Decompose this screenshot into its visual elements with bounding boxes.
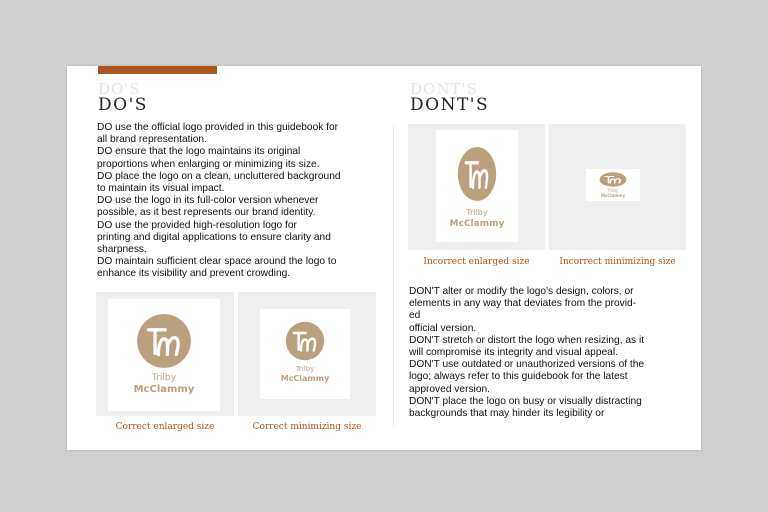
logo-name-first: Trilby [295, 365, 315, 373]
logo-card [108, 299, 220, 411]
column-divider [393, 126, 394, 426]
accent-bar [98, 66, 217, 74]
dos-text [97, 122, 387, 281]
logo-name-last: McClammy [449, 219, 505, 229]
logo-mark-icon [136, 313, 192, 369]
dos-line: DO maintain sufficient clear space around the logo to [97, 256, 337, 268]
donts-line: ed [409, 310, 421, 322]
donts-line: DON'T stretch or distort the logo when resizing, as it [409, 334, 645, 346]
dos-line: all brand representation. [97, 134, 207, 146]
logo-card [260, 309, 350, 399]
logo-card [586, 169, 640, 201]
donts-line: approved version. [409, 383, 490, 395]
correct-minimizing-caption: Correct minimizing size [252, 422, 362, 432]
incorrect-enlarged-caption: Incorrect enlarged size [423, 257, 530, 267]
dos-line: enhance its visibility and prevent crowding. [97, 268, 291, 280]
logo-mark-icon [457, 146, 497, 202]
donts-line: DON'T alter or modify the logo's design, colors, or [409, 286, 634, 297]
donts-line: DON'T place the logo on busy or visually distracting [409, 395, 642, 407]
logo-name-last: McClammy [600, 193, 626, 198]
dos-line: to maintain its visual impact. [97, 183, 225, 195]
logo-name-last: McClammy [280, 374, 330, 383]
incorrect-minimizing-panel [549, 124, 686, 250]
logo-name-first: Trilby [152, 373, 176, 383]
donts-line: will compromise its integrity and visual appeal. [409, 347, 618, 359]
dos-line: DO use the provided high-resolution logo for [97, 219, 297, 231]
correct-enlarged-caption: Correct enlarged size [115, 422, 215, 432]
logo-mark-icon [599, 172, 627, 187]
logo-name-first: Trilby [466, 208, 488, 217]
dos-line: DO use the official logo provided in this guidebook for [97, 122, 339, 133]
incorrect-minimizing-caption: Incorrect minimizing size [559, 257, 676, 267]
logo-name-first: Trilby [607, 188, 619, 193]
donts-line: elements in any way that deviates from the provid- [409, 298, 637, 310]
dos-title: DO'S [98, 95, 148, 115]
donts-text [409, 286, 694, 420]
dos-line: DO place the logo on a clean, uncluttered background [97, 170, 341, 182]
logo-name-last: McClammy [133, 384, 195, 395]
logo-mark-icon [285, 321, 325, 361]
dos-ghost-title: DO'S [98, 80, 141, 98]
donts-line: backgrounds that may hinder its legibility or [409, 408, 605, 420]
dos-line: proportions when enlarging or minimizing its size. [97, 158, 320, 170]
correct-minimizing-panel [238, 292, 376, 416]
dos-line: possible, as it best represents our brand identity. [97, 207, 316, 219]
dos-line: DO ensure that the logo maintains its original [97, 146, 301, 158]
incorrect-enlarged-panel [408, 124, 545, 250]
dos-line: DO use the logo in its full-color version whenever [97, 195, 319, 207]
guideline-page [67, 66, 701, 450]
correct-enlarged-panel [96, 292, 234, 416]
dos-line: sharpness. [97, 244, 147, 256]
donts-line: official version. [409, 322, 477, 334]
donts-line: DON'T use outdated or unauthorized versions of the [409, 359, 645, 371]
dos-line: printing and digital applications to ensure clarity and [97, 231, 331, 243]
logo-card [436, 130, 518, 242]
donts-title: DONT'S [410, 95, 490, 115]
donts-line: logo; always refer to this guidebook for the latest [409, 371, 628, 383]
donts-ghost-title: DONT'S [410, 80, 478, 98]
